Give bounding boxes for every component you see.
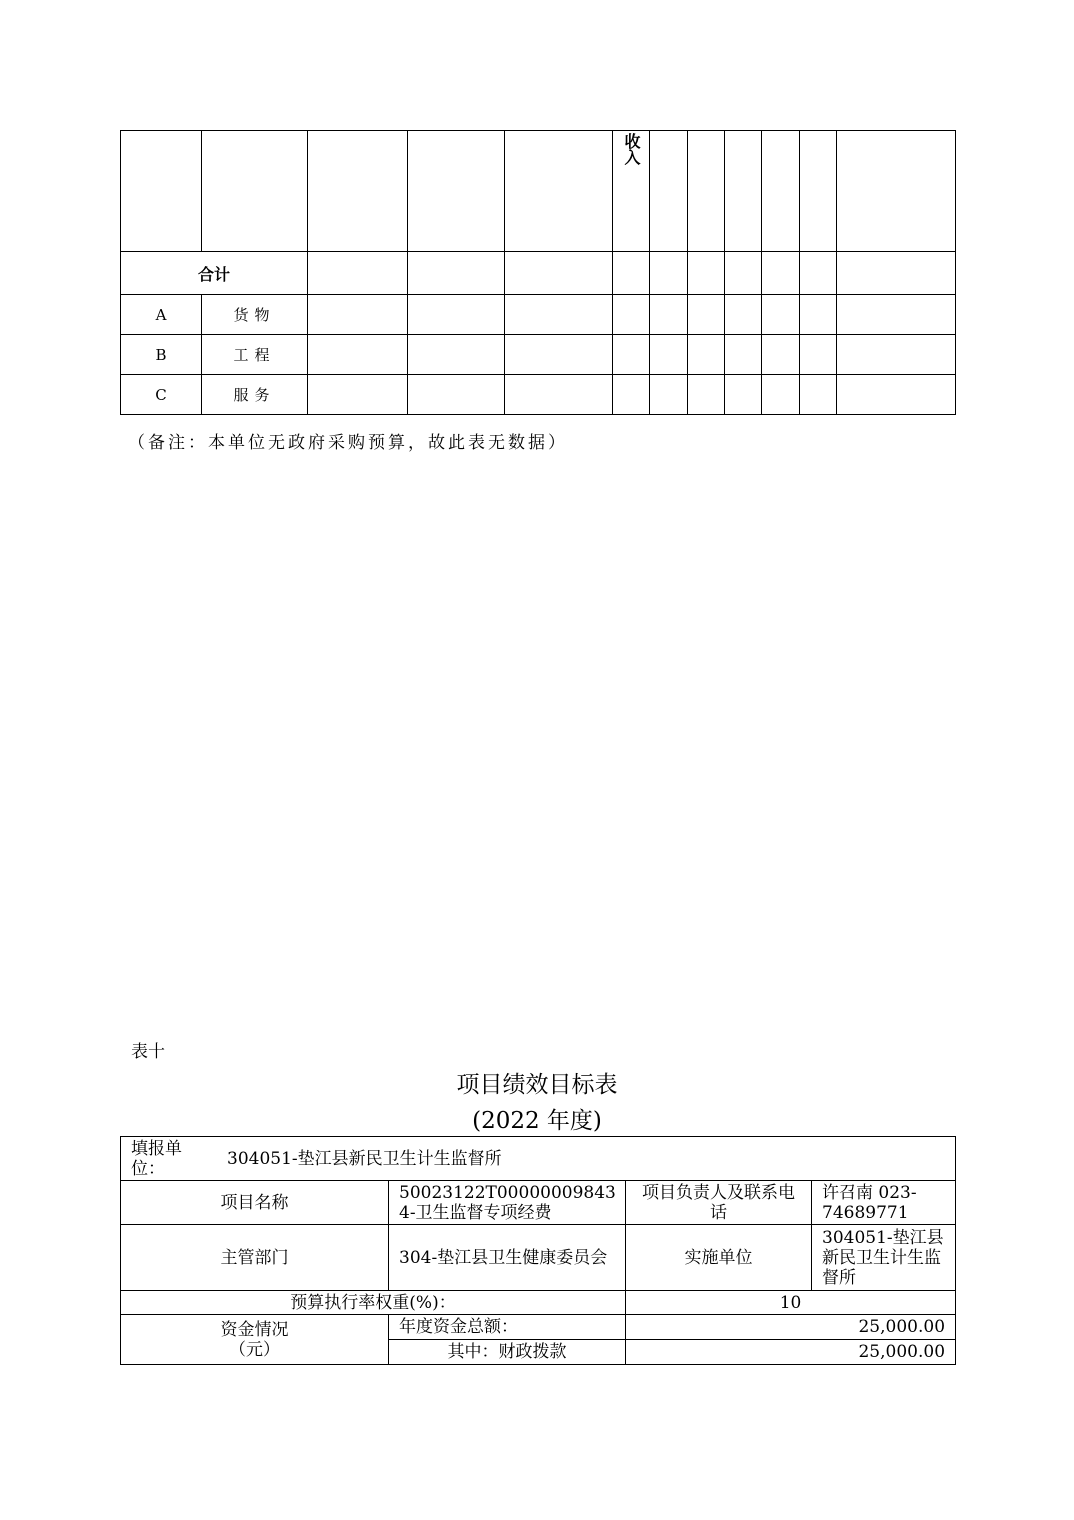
weight-row [121, 1291, 956, 1315]
contact-label: 项目负责人及联系电话 [626, 1181, 812, 1225]
fiscal-label: 其中：财政拨款 [389, 1340, 626, 1365]
total-funds-label: 年度资金总额： [389, 1315, 626, 1340]
income-header: 收入 [613, 131, 650, 252]
project-name-label: 项目名称 [121, 1181, 389, 1225]
row-code: B [121, 335, 202, 375]
total-funds-row [121, 1315, 956, 1340]
table-note: （备注：本单位无政府采购预算，故此表无数据） [128, 433, 568, 453]
total-funds-value: 25,000.00 [626, 1315, 956, 1340]
total-row [121, 252, 956, 295]
year-label: (2022 年度) [472, 1108, 602, 1134]
row-code: A [121, 295, 202, 335]
total-label: 合计 [121, 252, 308, 295]
unit-row [121, 1137, 956, 1181]
row-category: 货物 [202, 295, 308, 335]
row-category: 服务 [202, 375, 308, 415]
project-row [121, 1181, 956, 1225]
impl-label: 实施单位 [626, 1225, 812, 1291]
fiscal-value: 25,000.00 [626, 1340, 956, 1365]
unit-value: 304051-垫江县新民卫生计生监督所 [227, 1148, 502, 1169]
row-code: C [121, 375, 202, 415]
table-row [121, 295, 956, 335]
page-title: 项目绩效目标表 [456, 1072, 618, 1098]
table-number: 表十 [131, 1042, 165, 1062]
table-row [121, 335, 956, 375]
header-blank-row [121, 131, 956, 252]
dept-label: 主管部门 [121, 1225, 389, 1291]
table-row [121, 375, 956, 415]
dept-row [121, 1225, 956, 1291]
weight-value: 10 [626, 1291, 956, 1315]
performance-target-table [120, 1136, 956, 1365]
weight-label: 预算执行率权重(%)： [121, 1291, 626, 1315]
contact-value: 许召南 023-74689771 [812, 1181, 956, 1225]
funds-label: 资金情况（元） [121, 1315, 389, 1365]
unit-label: 填报单位： [131, 1138, 182, 1179]
dept-value: 304-垫江县卫生健康委员会 [389, 1225, 626, 1291]
procurement-table [120, 130, 956, 415]
impl-value: 304051-垫江县新民卫生计生监督所 [812, 1225, 956, 1291]
project-name-value: 50023122T000000098434-卫生监督专项经费 [389, 1181, 626, 1225]
row-category: 工程 [202, 335, 308, 375]
